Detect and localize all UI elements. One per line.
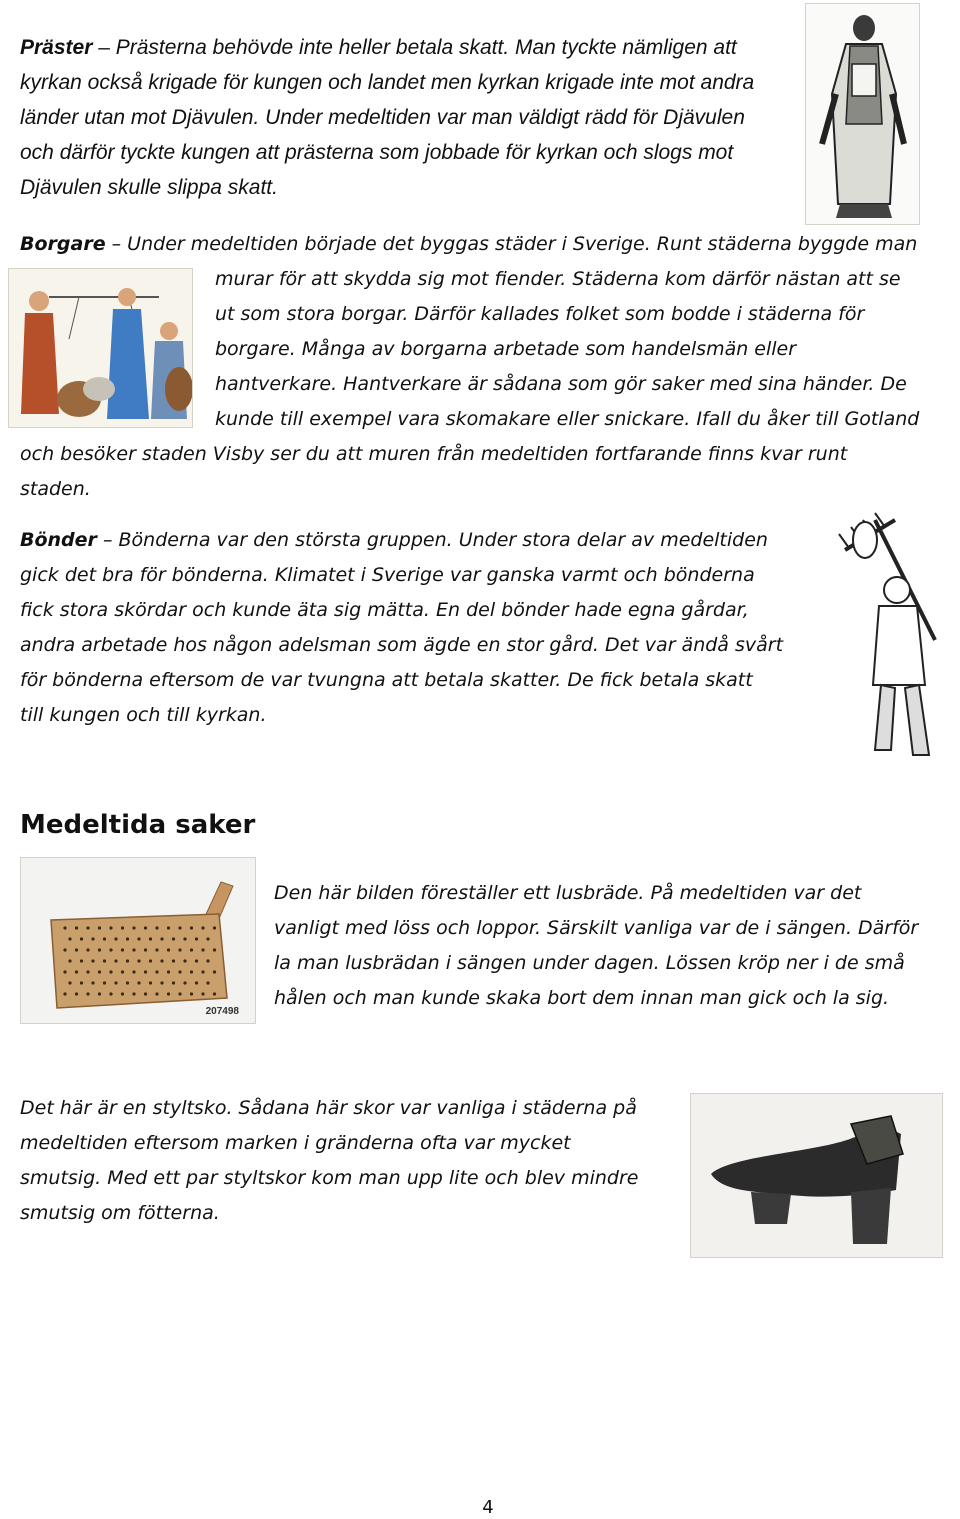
bonder-line-5: för bönderna eftersom de var tvungna att betala skatter. De fick betala skatt [20, 669, 753, 691]
merchants-illustration [8, 268, 193, 428]
prasters-paragraph [20, 30, 780, 205]
styltsko-paragraph [20, 1091, 680, 1231]
lusbrade-line-3: la man lusbrädan i sängen under dagen. Lössen kröp ner i de små [274, 952, 905, 974]
borgare-line-7: och besöker staden Visby ser du att muren från medeltiden fortfarande finns kvar runt [20, 443, 848, 465]
lusbrade-line-2: vanligt med löss och loppor. Särskilt vanliga var de i sängen. Därför [274, 917, 919, 939]
bonder-label: Bönder [20, 529, 97, 551]
bonder-line-2: gick det bra för bönderna. Klimatet i Sverige var ganska varmt och bönderna [20, 564, 755, 586]
lusbrade-line-4: hålen och man kunde skaka bort dem innan man gick och la sig. [274, 987, 890, 1009]
bonder-line-1: – Bönderna var den största gruppen. Under stora delar av medeltiden [102, 529, 768, 551]
borgare-line-8: staden. [20, 478, 91, 500]
borgare-line-5: hantverkare. Hantverkare är sådana som gör saker med sina händer. De [215, 373, 907, 395]
borgare-line-3: ut som stora borgar. Därför kallades folket som bodde i städerna för [215, 303, 865, 325]
borgare-line-1: – Under medeltiden började det byggas städer i Sverige. Runt städerna byggde man [111, 233, 918, 255]
lusbrade-line-1: Den här bilden föreställer ett lusbräde. På medeltiden var det [274, 882, 862, 904]
priest-illustration [805, 3, 920, 225]
prasters-text: – Prästerna behövde inte heller betala skatt. Man tyckte nämligen att kyrkan också krigade för kungen och landet men kyrkan krigade inte mot andra länder utan mot Djävulen. Under medeltiden var man väldigt rädd för Djävulen och därför tyckte kungen att prästerna som jobbade för kyrkan och slogs mot Djävulen skulle slippa skatt. [20, 36, 755, 199]
lusbrade-paragraph [274, 876, 954, 1016]
bonder-paragraph [20, 523, 840, 733]
section-title: Medeltida saker [20, 810, 256, 840]
styltsko-line-4: smutsig om fötterna. [20, 1202, 220, 1224]
styltsko-photo [690, 1093, 943, 1258]
borgare-line-6: kunde till exempel vara skomakare eller snickare. Ifall du åker till Gotland [215, 408, 920, 430]
prasters-label: Präster [20, 36, 93, 59]
lusbrade-photo [20, 857, 256, 1024]
borgare-line-2: murar för att skydda sig mot fiender. Städerna kom därför nästan att se [215, 268, 901, 290]
farmer-illustration [835, 510, 955, 772]
borgare-label: Borgare [20, 233, 106, 255]
bonder-line-3: fick stora skördar och kunde äta sig mätta. En del bönder hade egna gårdar, [20, 599, 749, 621]
bonder-line-6: till kungen och till kyrkan. [20, 704, 267, 726]
page-number: 4 [482, 1497, 494, 1518]
styltsko-line-2: medeltiden eftersom marken i gränderna ofta var mycket [20, 1132, 571, 1154]
styltsko-line-3: smutsig. Med ett par styltskor kom man upp lite och blev mindre [20, 1167, 639, 1189]
photo-number: 207498 [205, 1006, 239, 1017]
borgare-line-4: borgare. Många av borgarna arbetade som handelsmän eller [215, 338, 797, 360]
bonder-line-4: andra arbetade hos någon adelsman som ägde en stor gård. Det var ändå svårt [20, 634, 784, 656]
styltsko-line-1: Det här är en styltsko. Sådana här skor var vanliga i städerna på [20, 1097, 637, 1119]
